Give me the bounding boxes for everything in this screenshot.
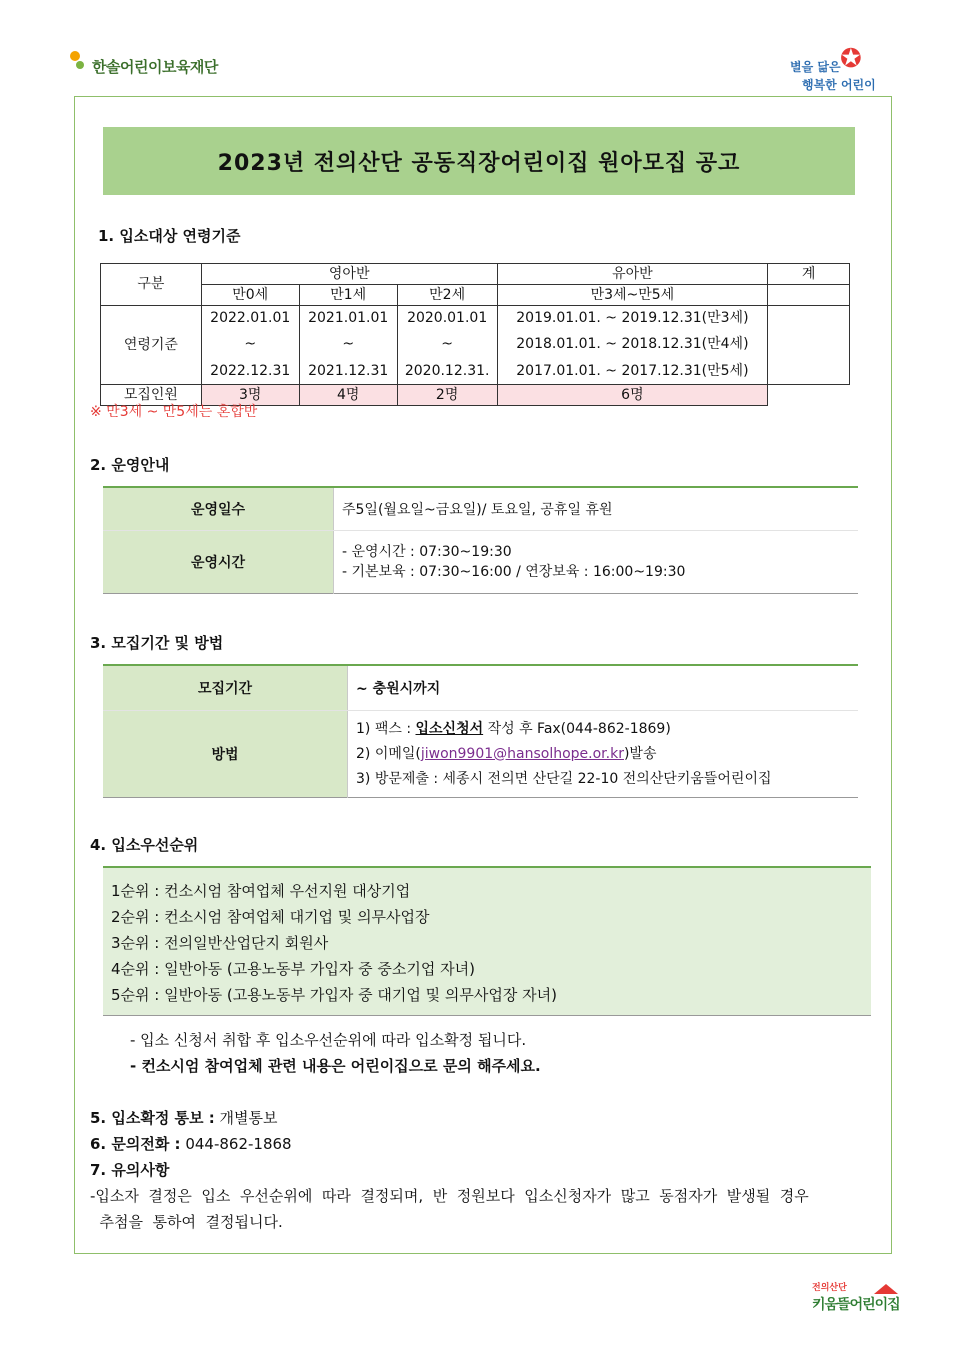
method-fax-suffix: 작성 후 Fax(044-862-1869)	[483, 720, 671, 737]
section1-heading: 1. 입소대상 연령기준	[98, 227, 241, 245]
operation-hours-line1: - 운영시간 : 07:30~19:30	[342, 544, 512, 560]
cell-age1: 만1세	[299, 285, 397, 306]
priority-item: 2순위 : 컨소시엄 참여업체 대기업 및 의무사업장	[111, 908, 430, 926]
section4-heading: 4. 입소우선순위	[90, 836, 199, 854]
operation-days-value: 주5일(월요일~금요일)/ 토요일, 공휴일 휴원	[334, 487, 859, 531]
method-email-suffix: )발송	[623, 745, 657, 762]
cell-age0-from: 2022.01.01	[201, 306, 299, 332]
method-email-prefix: 2) 이메일(	[356, 745, 421, 762]
application-form-link[interactable]: 입소신청서	[415, 720, 484, 737]
operation-table	[103, 486, 858, 594]
cell-age1-to: 2021.12.31	[299, 358, 397, 384]
operation-hours-label: 운영시간	[103, 531, 334, 594]
section6	[90, 1133, 292, 1154]
recruit-period-value: ~ 충원시까지	[348, 665, 859, 711]
house-roof-icon	[874, 1284, 898, 1294]
priority-item: 1순위 : 컨소시엄 참여업체 우선지원 대상기업	[111, 882, 411, 900]
daycare-logo	[812, 1280, 902, 1320]
mixed-class-note: ※ 만3세 ~ 만5세는 혼합반	[90, 404, 258, 420]
recruit-table	[103, 664, 858, 798]
cell-child-group: 유아반	[497, 264, 768, 285]
cell-gubun: 구분	[101, 264, 202, 306]
method-label: 방법	[103, 711, 348, 798]
priority-note1: - 입소 신청서 취합 후 입소우선순위에 따라 입소확정 됩니다.	[130, 1031, 527, 1049]
priority-item: 3순위 : 전의일반산업단지 회원사	[111, 934, 329, 952]
operation-days-label: 운영일수	[103, 487, 334, 531]
section7-heading: 7. 유의사항	[90, 1161, 170, 1179]
method-fax	[356, 717, 858, 742]
slogan-logo	[788, 44, 880, 96]
operation-hours-line2: - 기본보육 : 07:30~16:00 / 연장보육 : 16:00~19:30	[342, 564, 686, 580]
cell-recruit0: 3명	[201, 385, 299, 406]
cell-age3-range: 2019.01.01. ~ 2019.12.31(만3세)	[497, 306, 768, 332]
cell-recruit35: 6명	[497, 385, 768, 406]
priority-item: 4순위 : 일반아동 (고용노동부 가입자 중 중소기업 자녀)	[111, 960, 475, 978]
cell-age2-from: 2020.01.01	[397, 306, 497, 332]
age-table	[100, 263, 850, 406]
section3-heading: 3. 모집기간 및 방법	[90, 634, 224, 652]
cell-infant-group: 영아반	[201, 264, 497, 285]
star-icon: ✪	[840, 44, 862, 74]
cell-age-criteria-label: 연령기준	[101, 306, 202, 385]
slogan-line1: 별을 닮은	[790, 60, 841, 74]
priority-note2: - 컨소시엄 참여업체 관련 내용은 어린이집으로 문의 해주세요.	[130, 1057, 541, 1075]
daycare-logo-main: 키움뜰어린이집	[812, 1297, 900, 1313]
section5-value: 개별통보	[214, 1109, 278, 1127]
cell-total: 계	[768, 264, 850, 285]
section5-label: 5. 입소확정 통보 :	[90, 1109, 215, 1127]
cell-age4-range: 2018.01.01. ~ 2018.12.31(만4세)	[497, 332, 768, 359]
cell-age1-from: 2021.01.01	[299, 306, 397, 332]
method-visit: 3) 방문제출 : 세종시 전의면 산단길 22-10 전의산단키움뜰어린이집	[356, 770, 772, 787]
recruit-period-label: 모집기간	[103, 665, 348, 711]
section6-value: 044-862-1868	[180, 1135, 292, 1153]
priority-item: 5순위 : 일반아동 (고용노동부 가입자 중 대기업 및 의무사업장 자녀)	[111, 986, 557, 1004]
email-link[interactable]: jiwon9901@hansolhope.or.kr	[420, 745, 624, 762]
cell-age0-to: 2022.12.31	[201, 358, 299, 384]
cell-age5-range: 2017.01.01. ~ 2017.12.31(만5세)	[497, 358, 768, 384]
section2-heading: 2. 운영안내	[90, 456, 170, 474]
method-email	[356, 742, 858, 767]
foundation-name: 한솔어린이보육재단	[92, 58, 218, 76]
section5	[90, 1107, 277, 1128]
cell-age2: 만2세	[397, 285, 497, 306]
cell-age35: 만3세~만5세	[497, 285, 768, 306]
cell-age2-tilde: ~	[397, 332, 497, 359]
foundation-logo	[68, 44, 218, 77]
slogan-line2: 행복한 어린이	[802, 78, 876, 92]
daycare-logo-small: 전의산단	[812, 1283, 847, 1293]
priority-list	[103, 866, 871, 1016]
cell-age1-tilde: ~	[299, 332, 397, 359]
cell-age2-to: 2020.12.31.	[397, 358, 497, 384]
foundation-logo-icon	[68, 49, 88, 73]
section7-line1: -입소자 결정은 입소 우선순위에 따라 결정되며, 반 정원보다 입소신청자가 많고 동점자가 발생될 경우	[90, 1187, 809, 1205]
method-fax-prefix: 1) 팩스 :	[356, 720, 416, 737]
cell-age0: 만0세	[201, 285, 299, 306]
page-title: 2023년 전의산단 공동직장어린이집 원아모집 공고	[217, 150, 741, 176]
cell-recruit1: 4명	[299, 385, 397, 406]
cell-age0-tilde: ~	[201, 332, 299, 359]
cell-recruit2: 2명	[397, 385, 497, 406]
cell-recruit-label: 모집인원	[101, 385, 202, 406]
section7-line2: 추첨을 통하여 결정됩니다.	[90, 1213, 283, 1231]
section6-label: 6. 문의전화 :	[90, 1135, 181, 1153]
title-banner	[103, 127, 855, 195]
